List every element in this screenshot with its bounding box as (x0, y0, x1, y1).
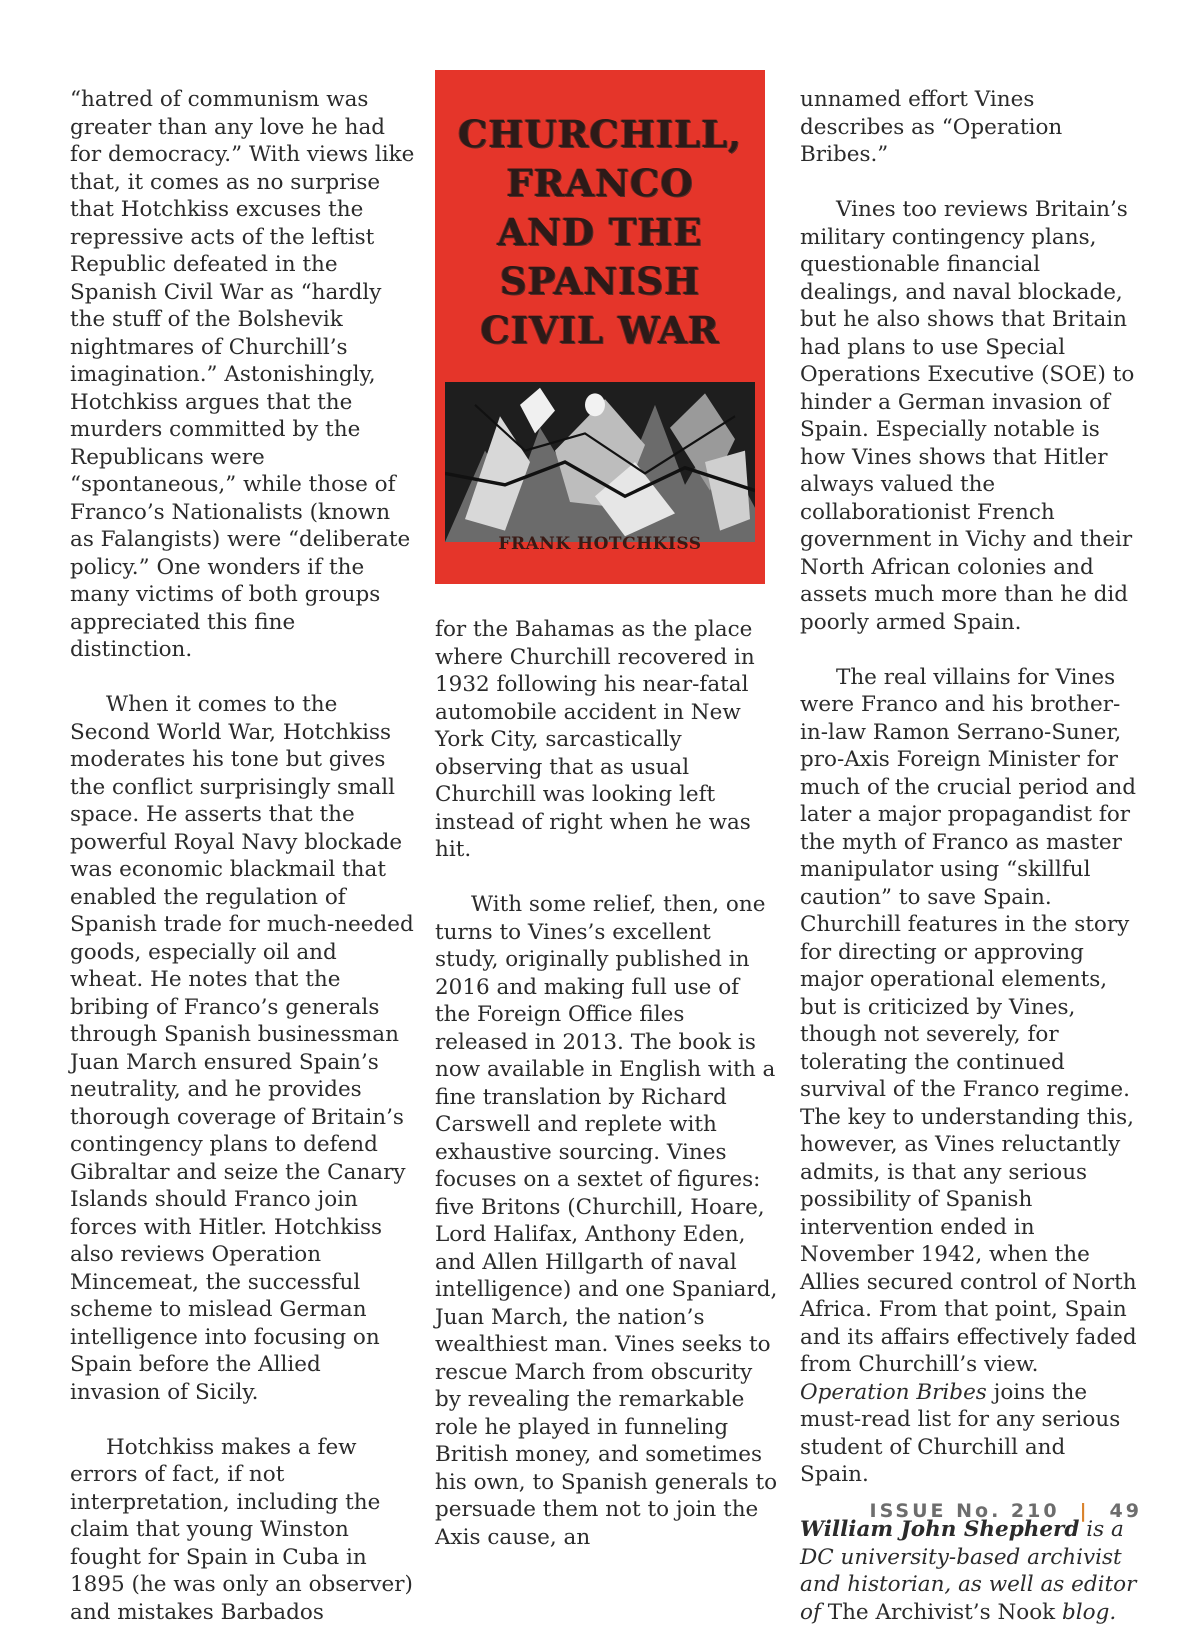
book-cover-image (435, 70, 765, 584)
article-column-1 (70, 86, 415, 1626)
author-bio (800, 1516, 1140, 1626)
cover-title-line: CHURCHILL, (435, 110, 765, 159)
paragraph: “hatred of communism was greater than any love he had for democracy.” With views like that, it comes as no surprise that Hotchkiss excuses the repressive acts of the leftist Republic defeated in the Spanish Civil War as “hardly the stuff of the Bolshevik nightmares of Churchill’s imagination.” Astonishingly, Hotchkiss argues that the murders committed by the Republicans were “spontaneous,” while those of Franco’s Nationalists (known as Falangists) were “deliberate policy.” One wonders if the many victims of both groups appreciated this fine distinction. (70, 86, 415, 664)
cover-title-line: SPANISH (435, 257, 765, 306)
paragraph: Vines too reviews Britain’s military contingency plans, questionable financial dealings, and naval blockade, but he also shows that Britain had plans to use Special Operations Executive (SOE) to hinder a German invasion of Spain. Especially notable is how Vines shows that Hitler always valued the collaborationist French government in Vichy and their North African colonies and assets much more than he did poorly armed Spain. (800, 196, 1140, 636)
bio-text: blog. (1062, 1600, 1116, 1625)
book-cover-title (435, 110, 765, 355)
paragraph-text: The real villains for Vines were Franco and his brother-in-law Ramon Serrano-Suner, pro-Axis Foreign Minister for much of the crucial period and later a major propagandist for the myth of Franco as master manipulator using “skillful caution” to save Spain. Churchill features in the story for directing or approving major operational elements, but is criticized by Vines, though not severely, for tolerating the continued survival of the Franco regime. The key to understanding this, however, as Vines reluctantly admits, is that any serious possibility of Spanish intervention ended in November 1942, when the Allies secured control of North Africa. From that point, Spain and its affairs effectively faded from Churchill’s view. (800, 665, 1137, 1378)
article-column-3 (800, 86, 1140, 1626)
blog-name: The Archivist’s Nook (828, 1600, 1055, 1625)
cover-title-line: CIVIL WAR (435, 306, 765, 355)
paragraph: With some relief, then, one turns to Vines’s excellent study, originally published in 2016 and making full use of the Foreign Office files released in 2013. The book is now available in English with a fine translation by Richard Carswell and replete with exhaustive sourcing. Vines focuses on a sextet of figures: five Britons (Churchill, Hoare, Lord Halifax, Anthony Eden, and Allen Hillgarth of naval intelligence) and one Spaniard, Juan March, the nation’s wealthiest man. Vines seeks to rescue March from obscurity by revealing the remarkable role he played in funneling British money, and sometimes his own, to Spanish generals to persuade them not to join the Axis cause, an (435, 891, 780, 1551)
book-title: Operation Bribes (800, 1380, 987, 1405)
paragraph: Hotchkiss makes a few errors of fact, if not interpretation, including the claim that young Winston fought for Spain in Cuba in 1895 (he was only an observer) and mistakes Barbados (70, 1434, 415, 1626)
paragraph: When it comes to the Second World War, Hotchkiss moderates his tone but gives the conflict surprisingly small space. He asserts that the powerful Royal Navy blockade was economic blackmail that enabled the regulation of Spanish trade for much-needed goods, especially oil and wheat. He notes that the bribing of Franco’s generals through Spanish businessman Juan March ensured Spain’s neutrality, and he provides thorough coverage of Britain’s contingency plans to defend Gibraltar and seize the Canary Islands should Franco join forces with Hitler. Hotchkiss also reviews Operation Mincemeat, the successful scheme to mislead German intelligence into focusing on Spain before the Allied invasion of Sicily. (70, 691, 415, 1406)
paragraph-text: joins the must-read list for any serious student of Churchill and Spain. (800, 1380, 1120, 1488)
issue-number: ISSUE No. 210 (870, 1500, 1060, 1522)
book-cover-author: FRANK HOTCHKISS (435, 534, 765, 554)
paragraph (800, 664, 1140, 1489)
cover-title-line: FRANCO (435, 159, 765, 208)
paragraph: for the Bahamas as the place where Churchill recovered in 1932 following his near-fatal automobile accident in New York City, sarcastically observing that as usual Churchill was looking left instead of right when he was hit. (435, 616, 780, 864)
cover-title-line: AND THE (435, 208, 765, 257)
footer-separator: | (1080, 1500, 1090, 1522)
page-footer (870, 1500, 1142, 1522)
paragraph: unnamed effort Vines describes as “Operation Bribes.” (800, 86, 1140, 169)
article-column-2 (435, 616, 780, 1551)
page-number: 49 (1110, 1500, 1142, 1522)
bio-text: is a DC university-based archivist and historian, as well as editor of (800, 1517, 1136, 1625)
guernica-artwork (445, 382, 755, 542)
author-name: William John Shepherd (800, 1517, 1079, 1542)
